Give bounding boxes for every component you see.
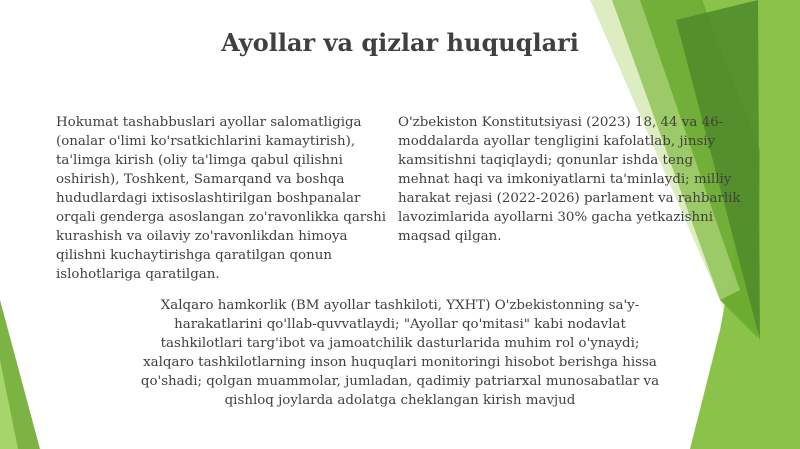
bottom-paragraph: Xalqaro hamkorlik (BM ayollar tashkiloti, YXHT) O'zbekistonning sa'y-harakatlarini qo'llab-quvvatlaydi; "Ayollar qo'mitasi" kabi nodavlat tashkilotlari targ'ibot va jamoatchilik dasturlarida muhim rol o'ynaydi; xalqaro tashkilotlarning inson huquqlari monitoringi hisobot berishga hissa qo'shadi; qolgan muammolar, jumladan, qadimiy patriarxal munosabatlar va qishloq joylarda adolatga cheklangan kirish mavjud bbox=[140, 298, 660, 408]
right-paragraph: O'zbekiston Konstitutsiyasi (2023) 18, 44 va 46-moddalarda ayollar tengligini kafolatlab, jinsiy kamsitishni taqiqlaydi; qonunlar ishda teng mehnat haqi va imkoniyatlarni ta'minlaydi; milliy harakat rejasi (2022-2026) parlament va rahbarlik lavozimlarida ayollarni 30% gacha yetkazishni maqsad qilgan. bbox=[398, 115, 741, 244]
left-paragraph: Hokumat tashabbuslari ayollar salomatligiga (onalar o'limi ko'rsatkichlarini kamaytirish), ta'limga kirish (oliy ta'limga qabul qilishni oshirish), Toshkent, Samarqand va boshqa hududlardagi ixtisoslashtirilgan boshpanalar orqali genderga asoslangan zo'ravonlikka qarshi kurashish va oilaviy zo'ravonlikdan himoya qilishni kuchaytirishga qaratilgan qonun islohotlariga qaratilgan. bbox=[56, 115, 386, 282]
slide-title: Ayollar va qizlar huquqlari bbox=[221, 28, 579, 57]
